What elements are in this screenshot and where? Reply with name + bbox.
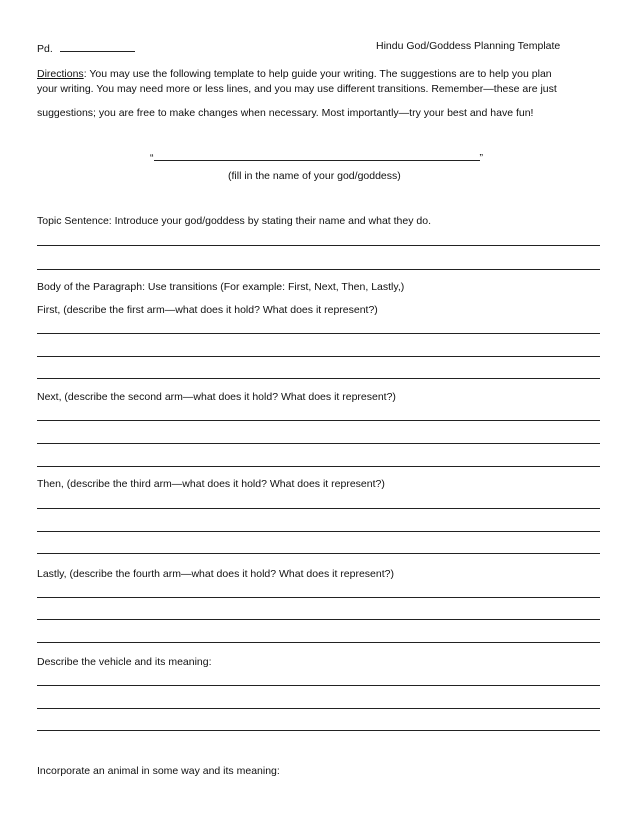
directions-line-1: Directions: You may use the following template to help guide your writing. The suggestions are to help you plan (37, 68, 552, 80)
god-name-caption: (fill in the name of your god/goddess) (228, 170, 401, 182)
writing-line[interactable] (37, 685, 600, 686)
writing-line[interactable] (37, 597, 600, 598)
vehicle-prompt: Describe the vehicle and its meaning: (37, 656, 212, 668)
writing-line[interactable] (37, 553, 600, 554)
directions-label: Directions (37, 68, 84, 80)
topic-sentence-prompt: Topic Sentence: Introduce your god/goddess by stating their name and what they do. (37, 215, 432, 227)
writing-line[interactable] (37, 333, 600, 334)
writing-line[interactable] (37, 619, 600, 620)
god-name-field: “ ” (150, 149, 483, 164)
writing-line[interactable] (37, 730, 600, 731)
writing-line[interactable] (37, 443, 600, 444)
first-arm-prompt: First, (describe the first arm—what does it hold? What does it represent?) (37, 304, 378, 316)
writing-line[interactable] (37, 531, 600, 532)
writing-line[interactable] (37, 245, 600, 246)
writing-line[interactable] (37, 378, 600, 379)
writing-line[interactable] (37, 269, 600, 270)
fourth-arm-prompt: Lastly, (describe the fourth arm—what does it hold? What does it represent?) (37, 568, 394, 580)
pd-label: Pd. (37, 43, 53, 55)
third-arm-prompt: Then, (describe the third arm—what does it hold? What does it represent?) (37, 478, 385, 490)
writing-line[interactable] (37, 508, 600, 509)
writing-line[interactable] (37, 466, 600, 467)
writing-line[interactable] (37, 420, 600, 421)
second-arm-prompt: Next, (describe the second arm—what does it hold? What does it represent?) (37, 391, 396, 403)
writing-line[interactable] (37, 642, 600, 643)
body-prompt: Body of the Paragraph: Use transitions (For example: First, Next, Then, Lastly,) (37, 281, 405, 293)
animal-prompt: Incorporate an animal in some way and its meaning: (37, 765, 280, 777)
pd-blank[interactable] (60, 40, 135, 52)
writing-line[interactable] (37, 356, 600, 357)
writing-line[interactable] (37, 708, 600, 709)
god-name-blank[interactable] (154, 149, 480, 161)
template-title: Hindu God/Goddess Planning Template (376, 40, 561, 52)
pd-field (37, 40, 135, 55)
directions-line-3: suggestions; you are free to make changes when necessary. Most importantly—try your best and have fun! (37, 107, 534, 119)
directions-line-2: your writing. You may need more or less lines, and you may use different transitions. Remember—these are just (37, 83, 557, 95)
